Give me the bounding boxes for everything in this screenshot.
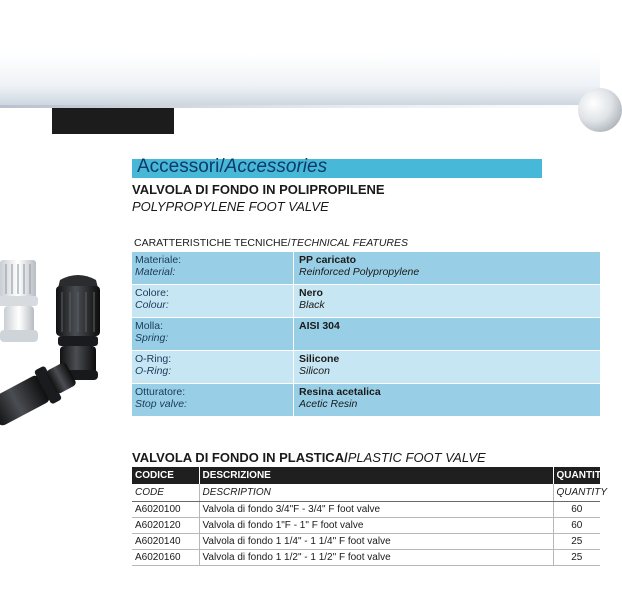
product-title-it: VALVOLA DI FONDO IN POLIPROPILENE — [132, 182, 385, 197]
feature-value-en: Acetic Resin — [299, 398, 358, 410]
table-row — [132, 502, 600, 518]
product2-title — [132, 450, 486, 465]
feature-label: Otturatore: — [135, 386, 186, 398]
feature-value: Nero — [299, 287, 323, 299]
feature-row-colour — [132, 284, 600, 317]
product2-title-it: VALVOLA DI FONDO IN PLASTICA/ — [132, 450, 348, 465]
feature-value-en: Silicon — [299, 365, 330, 377]
table-subheader-row — [132, 484, 600, 502]
table-row — [132, 518, 600, 534]
table-row — [132, 534, 600, 550]
feature-label-en: O-Ring: — [135, 365, 172, 377]
feature-label: Materiale: — [135, 254, 182, 266]
feature-value: PP caricato — [299, 254, 357, 266]
feature-row-spring — [132, 317, 600, 350]
cell-qty: 60 — [553, 518, 600, 534]
cell-description: Valvola di fondo 1 1/2" - 1 1/2" F foot valve — [199, 550, 553, 566]
column-header-code: CODICE — [132, 467, 199, 484]
section-title-it: Accessori/ — [137, 156, 225, 177]
white-valve — [0, 260, 38, 342]
section-title — [137, 156, 327, 178]
feature-row-stop-valve — [132, 383, 600, 416]
features-table — [132, 251, 600, 416]
product2-title-en: PLASTIC FOOT VALVE — [347, 450, 486, 465]
cell-code: A6020100 — [132, 502, 199, 518]
cell-code: A6020120 — [132, 518, 199, 534]
features-heading — [134, 237, 408, 249]
feature-label-en: Stop valve: — [135, 398, 187, 410]
feature-label-en: Material: — [135, 266, 176, 278]
product-code-table — [132, 467, 609, 566]
subheader-description: DESCRIPTION — [199, 484, 553, 502]
product-title-en: POLYPROPYLENE FOOT VALVE — [132, 199, 329, 214]
cell-description: Valvola di fondo 1 1/4" - 1 1/4" F foot valve — [199, 534, 553, 550]
foot-valve-photo — [0, 248, 128, 438]
subheader-code: CODE — [132, 484, 199, 502]
feature-label: O-Ring: — [135, 353, 172, 365]
section-title-en: Accessories — [224, 156, 328, 177]
cell-code: A6020160 — [132, 550, 199, 566]
decorative-sphere — [578, 88, 622, 132]
table-header-row — [132, 467, 600, 484]
feature-label-en: Spring: — [135, 332, 169, 344]
column-header-qty: QUANTITÀ — [553, 467, 600, 484]
feature-row-oring — [132, 350, 600, 383]
header-tab-block — [52, 108, 174, 134]
cell-qty: 25 — [553, 550, 600, 566]
cell-description: Valvola di fondo 1"F - 1" F foot valve — [199, 518, 553, 534]
features-heading-it: CARATTERISTICHE TECNICHE/ — [134, 237, 291, 249]
feature-value-en: Reinforced Polypropylene — [299, 266, 420, 278]
feature-value-en: Black — [299, 299, 325, 311]
feature-label: Colore: — [135, 287, 169, 299]
top-banner — [0, 0, 600, 108]
feature-row-material — [132, 251, 600, 284]
cell-qty: 60 — [553, 502, 600, 518]
cell-code: A6020140 — [132, 534, 199, 550]
subheader-qty: QUANTITY — [553, 484, 600, 502]
feature-value: AISI 304 — [299, 320, 340, 332]
black-valve-lying — [0, 356, 80, 431]
cell-description: Valvola di fondo 3/4"F - 3/4" F foot valve — [199, 502, 553, 518]
feature-value: Silicone — [299, 353, 340, 365]
feature-value: Resina acetalica — [299, 386, 381, 398]
features-heading-en: TECHNICAL FEATURES — [290, 237, 409, 249]
table-row — [132, 550, 600, 566]
cell-qty: 25 — [553, 534, 600, 550]
column-header-description: DESCRIZIONE — [199, 467, 553, 484]
feature-label-en: Colour: — [135, 299, 169, 311]
feature-label: Molla: — [135, 320, 164, 332]
